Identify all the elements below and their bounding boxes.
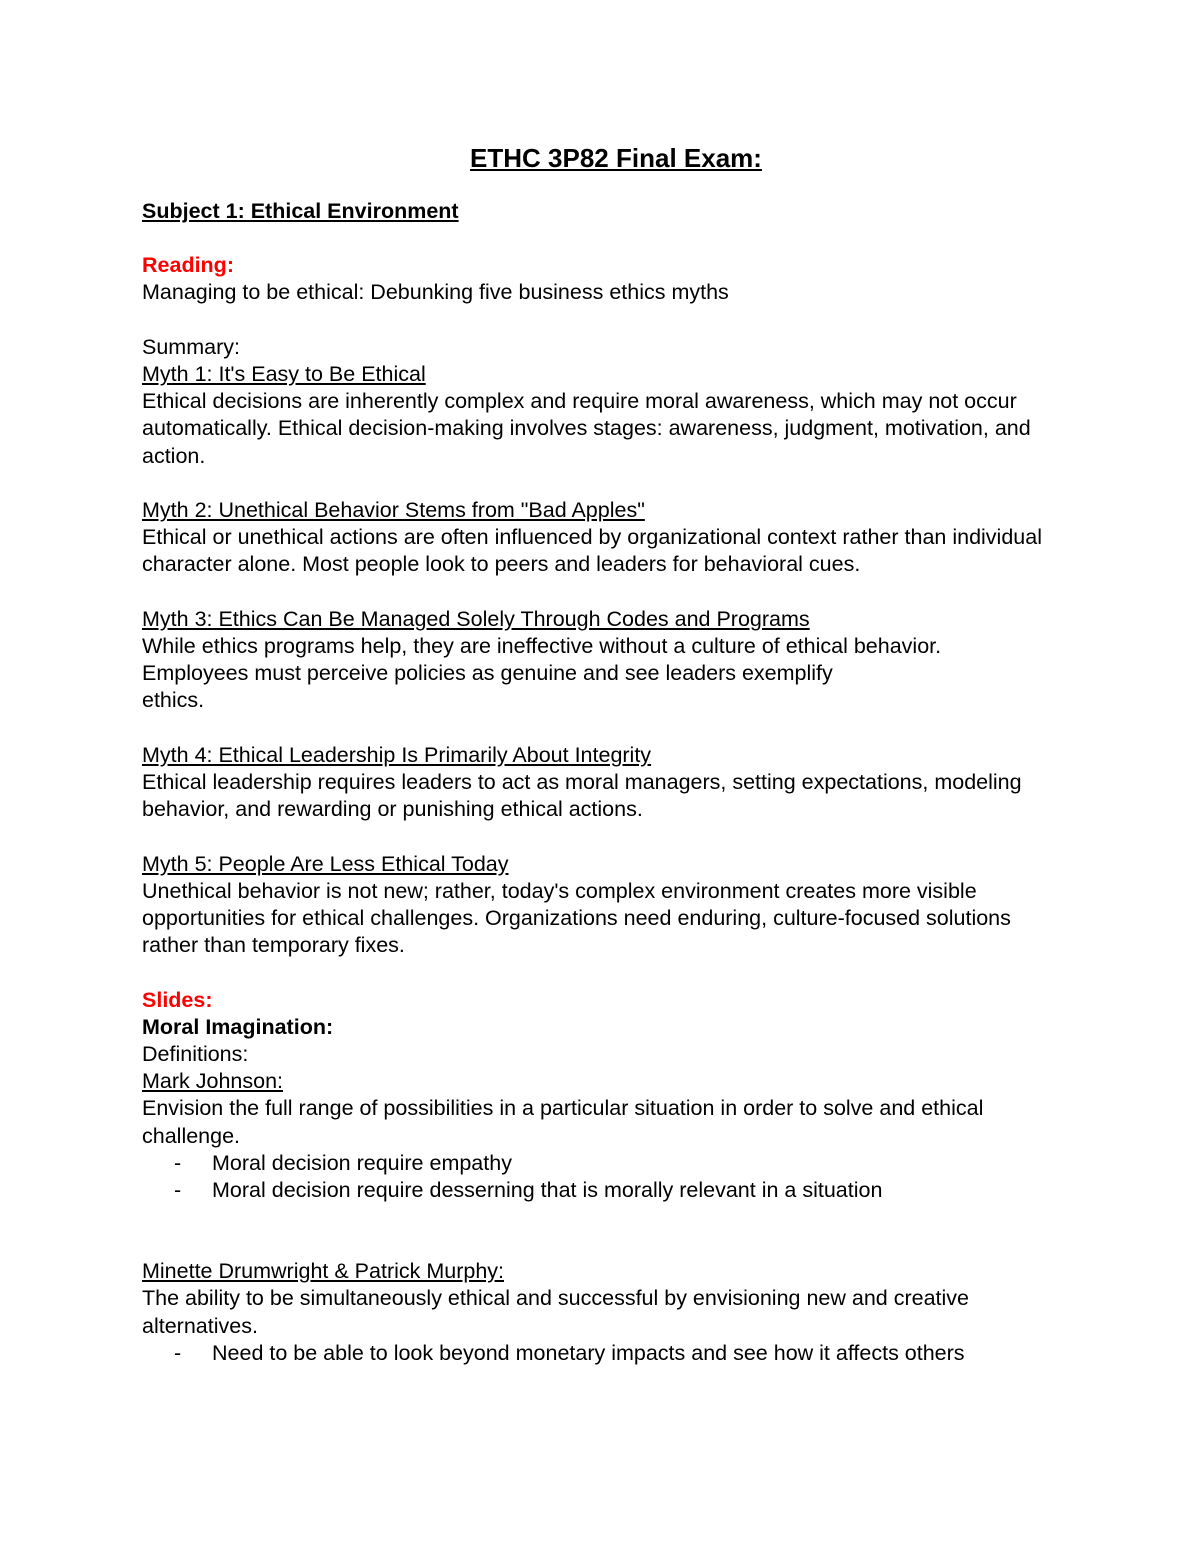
dash-bullet: - bbox=[174, 1150, 182, 1175]
bullet-text: Moral decision require desserning that is morally relevant in a situation bbox=[212, 1178, 883, 1203]
johnson-definition: Envision the full range of possibilities in a particular situation in order to solve and ethical challenge. bbox=[142, 1096, 984, 1148]
myth-2-title: Myth 2: Unethical Behavior Stems from "Bad Apples" bbox=[142, 498, 645, 522]
myth-5-title: Myth 5: People Are Less Ethical Today bbox=[142, 851, 509, 876]
myth-2-body: Ethical or unethical actions are often influenced by organizational context rather than individual character alone. Most people look to peers and leaders for behavioral cues. bbox=[142, 525, 1042, 577]
definitions-label: Definitions: bbox=[142, 1042, 249, 1066]
myth-5-body: Unethical behavior is not new; rather, today's complex environment creates more visible opportunities for ethical challenges. Organizations need enduring, culture-focused solutions rather than temporary fixes. bbox=[142, 878, 1011, 958]
list-item bbox=[142, 1340, 1072, 1367]
moral-imagination-heading: Moral Imagination: bbox=[142, 1014, 334, 1039]
dash-bullet: - bbox=[174, 1340, 182, 1365]
subject-heading: Subject 1: Ethical Environment bbox=[142, 199, 459, 223]
johnson-name: Mark Johnson: bbox=[142, 1069, 284, 1094]
myth-3-body-line-3: ethics. bbox=[142, 688, 205, 713]
summary-label: Summary: bbox=[142, 334, 240, 359]
list-item bbox=[142, 1150, 1072, 1177]
bullet-text: Need to be able to look beyond monetary impacts and see how it affects others bbox=[212, 1340, 965, 1365]
document-title: ETHC 3P82 Final Exam: bbox=[470, 143, 762, 173]
document-page bbox=[142, 140, 1072, 1367]
myth-1-title: Myth 1: It's Easy to Be Ethical bbox=[142, 362, 426, 386]
myth-3-body-line-1: While ethics programs help, they are ineffective without a culture of ethical behavior. bbox=[142, 634, 942, 658]
reading-heading: Reading: bbox=[142, 253, 234, 278]
reading-article-title: Managing to be ethical: Debunking five business ethics myths bbox=[142, 280, 729, 305]
myth-1-body: Ethical decisions are inherently complex and require moral awareness, which may not occur automatically. Ethical decision-making involves stages: awareness, judgment, motivation, and action. bbox=[142, 389, 1031, 468]
drumwright-murphy-name: Minette Drumwright & Patrick Murphy: bbox=[142, 1259, 505, 1284]
dash-bullet: - bbox=[174, 1178, 182, 1203]
myth-4-body: Ethical leadership requires leaders to act as moral managers, setting expectations, modeling behavior, and rewarding or punishing ethical actions. bbox=[142, 770, 1022, 822]
johnson-bullet-list bbox=[142, 1150, 1072, 1204]
list-item bbox=[142, 1177, 1072, 1204]
drumwright-bullet-list bbox=[142, 1340, 1072, 1367]
myth-4-title: Myth 4: Ethical Leadership Is Primarily About Integrity bbox=[142, 742, 652, 767]
myth-3-body-line-2: Employees must perceive policies as genuine and see leaders exemplify bbox=[142, 661, 833, 686]
myth-3-title: Myth 3: Ethics Can Be Managed Solely Through Codes and Programs bbox=[142, 606, 810, 631]
bullet-text: Moral decision require empathy bbox=[212, 1150, 512, 1175]
slides-heading: Slides: bbox=[142, 987, 213, 1012]
drumwright-murphy-definition: The ability to be simultaneously ethical and successful by envisioning new and creative alternatives. bbox=[142, 1286, 970, 1338]
